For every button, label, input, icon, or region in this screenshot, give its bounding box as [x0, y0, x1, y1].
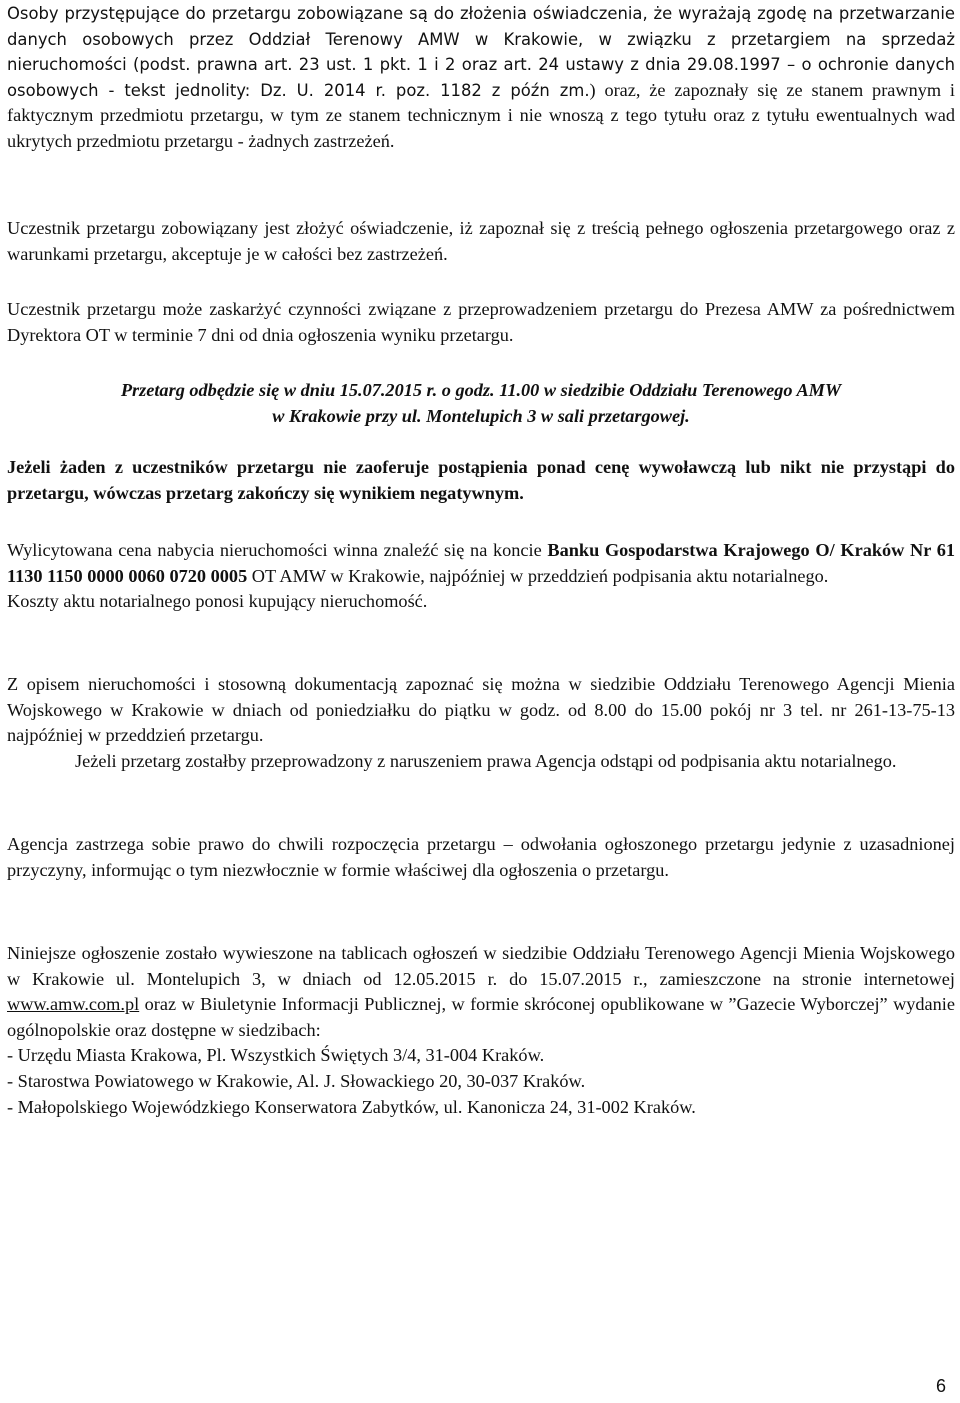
bank-account: Banku Gospodarstwa Krajowego O/ Kraków Nr 61 1130 1150 0000 0060 0720 0005 [7, 540, 955, 586]
payment-deadline: OT AMW w Krakowie, najpóźniej w przeddzień podpisania aktu notarialnego. [247, 565, 829, 586]
auction-date-line: Przetarg odbędzie się w dniu 15.07.2015 r. o godz. 11.00 w siedzibie Oddziału Terenowego AMW [120, 380, 842, 400]
payment-block [7, 538, 955, 615]
documentation-paragraph: Z opisem nieruchomości i stosowną dokumentacją zapoznać się można w siedzibie Oddziału Terenowego Agencji Mienia Wojskowego w Krakowie w dniach od poniedziałku do piątku w godz. od 8.00 do 15.00 pokój nr 3 tel. nr 261-13-75-13 najpóźniej w przeddzień przetargu. [7, 674, 955, 746]
payment-text: Wylicytowana cena nabycia nieruchomości winna znaleźć się na koncie [7, 540, 548, 560]
consent-paragraph [7, 1, 955, 155]
publication-block [7, 941, 955, 1120]
cancellation-paragraph: Agencja zastrzega sobie prawo do chwili rozpoczęcia przetargu – odwołania ogłoszonego przetargu jedynie z uzasadnionej przyczyny, informując o tym niezwłocznie w formie właściwej dla ogłoszenia o przetargu. [7, 834, 955, 880]
publication-location-item: - Urzędu Miasta Krakowa, Pl. Wszystkich Świętych 3/4, 31-004 Kraków. [7, 1045, 545, 1066]
publication-text: Niniejsze ogłoszenie zostało wywieszone na tablicach ogłoszeń w siedzibie Oddziału Terenowego Agencji Mienia Wojskowego w Krakowie ul. Montelupich 3, w dniach od 12.05.2015 r. do 15.07.2015 r., zamieszczone na stronie internetowej [7, 943, 955, 989]
amw-website-link[interactable]: www.amw.com.pl [7, 994, 140, 1015]
payment-paragraph [7, 538, 955, 589]
publication-text-continued: oraz w Biuletynie Informacji Publicznej, w formie skróconej opublikowane w ”Gazecie Wyborczej” wydanie ogólnopolskie oraz dostępne w siedzibach: [7, 994, 955, 1040]
publication-location-item: - Małopolskiego Wojewódzkiego Konserwatora Zabytków, ul. Kanonicza 24, 31-002 Kraków. [7, 1096, 696, 1117]
auction-place-line: w Krakowie przy ul. Montelupich 3 w sali przetargowej. [272, 405, 690, 426]
negative-result-paragraph: Jeżeli żaden z uczestników przetargu nie zaoferuje postąpienia ponad cenę wywoławczą lub nikt nie przystąpi do przetargu, wówczas przetarg zakończy się wynikiem negatywnym. [7, 457, 955, 503]
auction-date-block [7, 378, 955, 429]
documentation-block [7, 672, 955, 774]
appeal-paragraph: Uczestnik przetargu może zaskarżyć czynności związane z przeprowadzeniem przetargu do Prezesa AMW za pośrednictwem Dyrektora OT w terminie 7 dni od dnia ogłoszenia wyniku przetargu. [7, 299, 955, 345]
consent-statement: ) oraz, że zapoznały się ze stanem prawnym i faktycznym przedmiotu przetargu, w tym ze stanem technicznym i nie wnoszą z tego tytułu oraz z tytułu ewentualnych wad ukrytych przedmiotu przetargu - żadnych zastrzeżeń. [7, 79, 955, 151]
publication-location-item: - Starostwa Powiatowego w Krakowie, Al. J. Słowackiego 20, 30-037 Kraków. [7, 1070, 586, 1091]
notary-costs: Koszty aktu notarialnego ponosi kupujący nieruchomość. [7, 591, 428, 612]
legal-violation-paragraph: Jeżeli przetarg zostałby przeprowadzony z naruszeniem prawa Agencja odstąpi od podpisania aktu notarialnego. [75, 750, 897, 771]
declaration-paragraph: Uczestnik przetargu zobowiązany jest złożyć oświadczenie, iż zapoznał się z treścią pełnego ogłoszenia przetargowego oraz z warunkami przetargu, akceptuje je w całości bez zastrzeżeń. [7, 218, 955, 264]
publication-paragraph [7, 941, 955, 1043]
page-number: 6 [936, 1376, 947, 1396]
consent-legal-basis: Osoby przystępujące do przetargu zobowiązane są do złożenia oświadczenia, że wyrażają zgodę na przetwarzanie danych osobowych przez Oddział Terenowy AMW w Krakowie, w związku z przetargiem na sprzedaż nieruchomości (podst. prawna art. 23 ust. 1 pkt. 1 i 2 oraz art. 24 ustawy z dnia 29.08.1997 – o ochronie danych osobowych - tekst jednolity: Dz. U. 2014 r. poz. 1182 z późn zm. [7, 4, 955, 100]
